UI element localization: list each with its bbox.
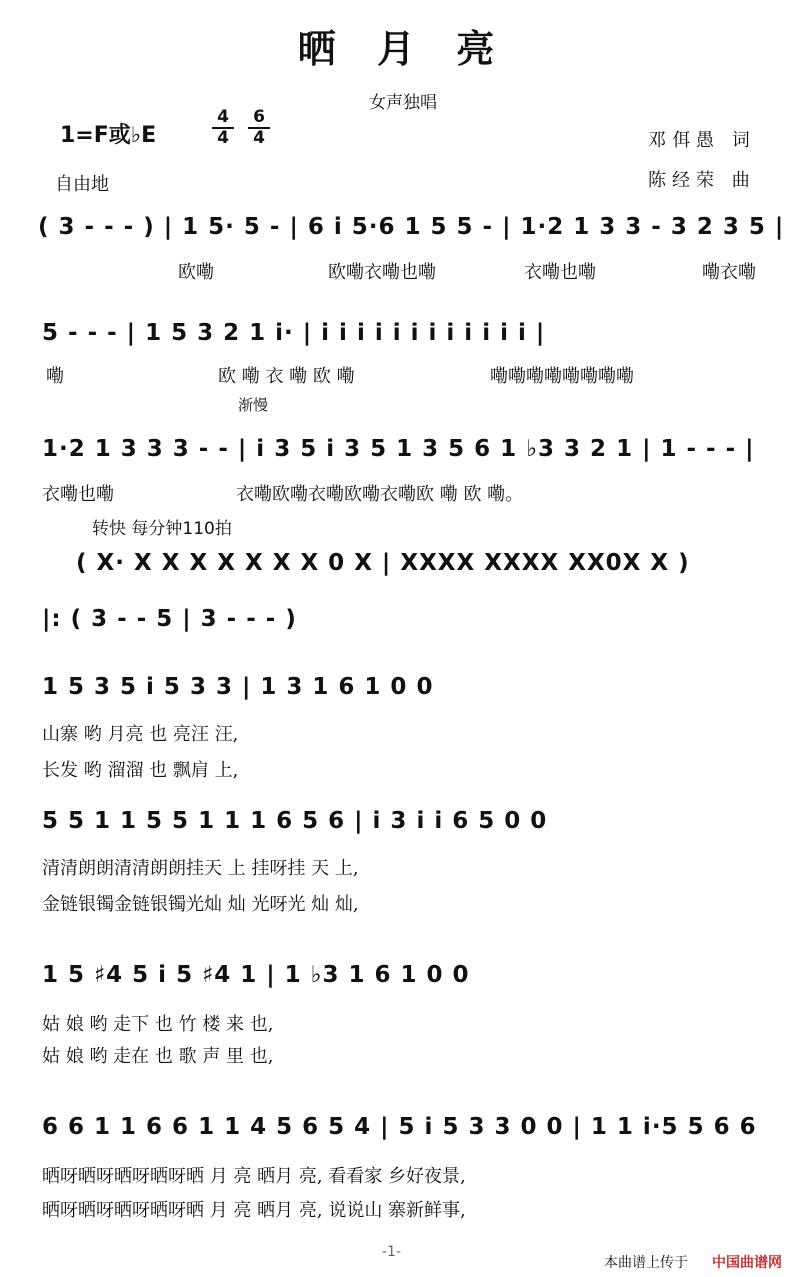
tempo-marking: 自由地 (55, 174, 109, 195)
lyric-line-7a: 清清朗朗清清朗朗挂天 上 挂呀挂 天 上, (42, 858, 359, 879)
lyric-line-6a: 山寨 哟 月亮 也 亮汪 汪, (42, 724, 239, 745)
notation-line-7: 5 5 1 1 5 5 1 1 1 6 5 6 | i 3 i i 6 5 0 0 (42, 808, 548, 834)
ritardando-marking: 渐慢 (238, 396, 269, 414)
time-signature-2: 6 4 (248, 108, 270, 148)
lyric-line-1c: 衣嘞也嘞 (524, 262, 596, 283)
song-title: 晒 月 亮 (297, 26, 509, 71)
notation-line-1: ( 3 - - - ) | 1 5· 5 - | 6 i 5·6 1 5 5 - | 1·2 1 3 3 - 3 2 3 5 | (38, 214, 785, 240)
lyric-line-6b: 长发 哟 溜溜 也 飘肩 上, (42, 760, 239, 781)
notation-line-3: 1·2 1 3 3 3 - - | i 3 5 i 3 5 1 3 5 6 1 ♭3 3 2 1 | 1 - - - | (42, 436, 755, 462)
lyric-line-9a: 晒呀晒呀晒呀晒呀晒 月 亮 晒月 亮, 看看家 乡好夜景, (42, 1166, 466, 1187)
lyric-line-8a: 姑 娘 哟 走下 也 竹 楼 来 也, (42, 1014, 274, 1035)
lyric-line-2a: 嘞 (46, 366, 64, 387)
notation-line-5: |: ( 3 - - 5 | 3 - - - ) (42, 606, 297, 632)
composer-credit: 陈经荣 曲 (648, 170, 756, 191)
lyric-line-2b: 欧 嘞 衣 嘞 欧 嘞 (218, 366, 355, 387)
time-signature-1: 4 4 (212, 108, 234, 148)
notation-line-6: 1 5 3 5 i 5 3 3 | 1 3 1 6 1 0 0 (42, 674, 434, 700)
lyric-line-1b: 欧嘞衣嘞也嘞 (328, 262, 436, 283)
song-subtitle: 女声独唱 (369, 93, 437, 113)
site-logo: 中国曲谱网 (712, 1255, 782, 1271)
lyric-line-7b: 金链银镯金链银镯光灿 灿 光呀光 灿 灿, (42, 894, 359, 915)
lyricist-credit: 邓佴愚 词 (648, 130, 756, 151)
lyric-line-1d: 嘞衣嘞 (702, 262, 756, 283)
lyric-line-9b: 晒呀晒呀晒呀晒呀晒 月 亮 晒月 亮, 说说山 寨新鲜事, (42, 1200, 466, 1221)
tempo-change-marking: 转快 每分钟110拍 (92, 519, 232, 539)
rhythm-line: ( X· X X X X X X X 0 X | XXXX XXXX XX0X X ) (76, 550, 690, 576)
page-number: -1- (382, 1244, 402, 1260)
lyric-line-2c: 嘞嘞嘞嘞嘞嘞嘞嘞 (490, 366, 634, 387)
notation-line-9: 6 6 1 1 6 6 1 1 4 5 6 5 4 | 5 i 5 3 3 0 0 | 1 1 i·5 5 6 6 (42, 1114, 757, 1140)
lyric-line-3a: 衣嘞也嘞 (42, 484, 114, 505)
upload-note: 本曲谱上传于 (604, 1255, 688, 1271)
notation-line-8: 1 5 ♯4 5 i 5 ♯4 1 | 1 ♭3 1 6 1 0 0 (42, 962, 470, 988)
lyric-line-3b: 衣嘞欧嘞衣嘞欧嘞衣嘞欧 嘞 欧 嘞。 (236, 484, 524, 505)
lyric-line-8b: 姑 娘 哟 走在 也 歌 声 里 也, (42, 1046, 274, 1067)
notation-line-2: 5 - - - | 1 5 3 2 1 i· | i i i i i i i i i i i i | (42, 320, 546, 346)
lyric-line-1a: 欧嘞 (178, 262, 214, 283)
key-signature: 1=F或♭E (60, 123, 157, 148)
